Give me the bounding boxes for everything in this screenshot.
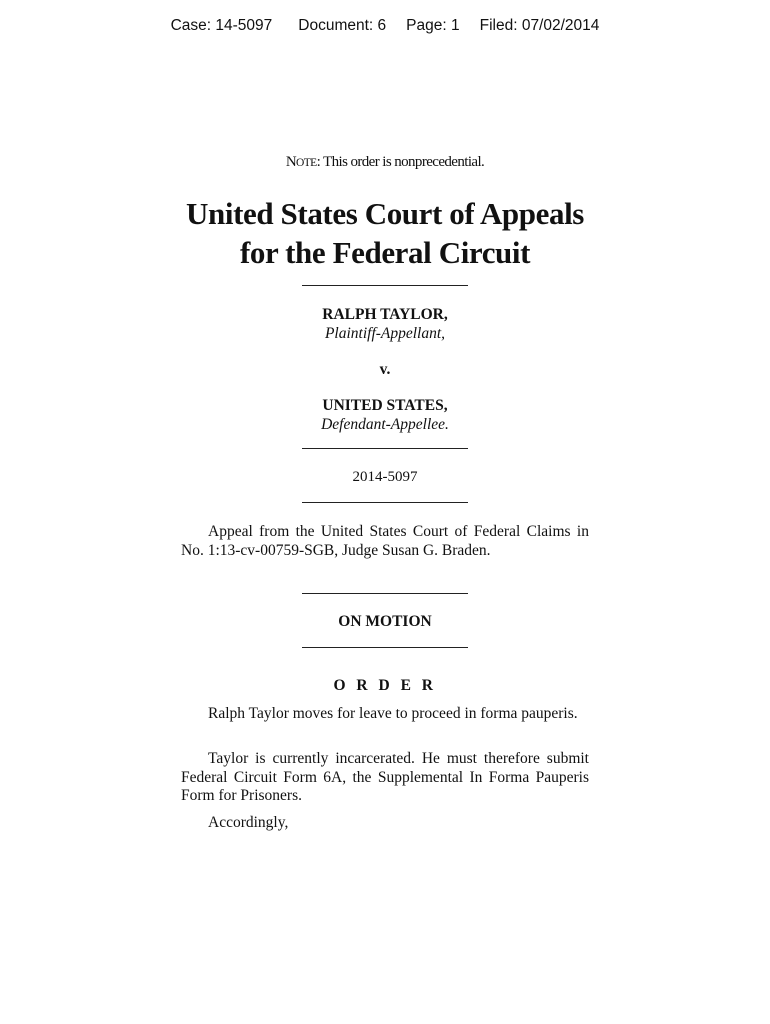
order-paragraph: Ralph Taylor moves for leave to proceed in forma pauperis. xyxy=(208,705,578,722)
versus: v. xyxy=(379,361,391,378)
docket-number: 2014-5097 xyxy=(352,469,418,485)
divider xyxy=(302,502,468,503)
defendant-name: UNITED STATES, xyxy=(322,397,448,414)
plaintiff-role: Plaintiff-Appellant, xyxy=(324,325,446,342)
plaintiff-name: RALPH TAYLOR, xyxy=(322,306,448,323)
order-heading: O R D E R xyxy=(333,677,437,694)
appeal-paragraph: Appeal from the United States Court of Federal Claims in No. 1:13-cv-00759-SGB, Judge Susan G. Braden. xyxy=(181,523,589,559)
divider xyxy=(302,448,468,449)
note-text: : This order is nonprecedential. xyxy=(316,154,485,170)
order-paragraph: Taylor is currently incarcerated. He must therefore submit Federal Circuit Form 6A, the Supplemental In Forma Pauperis Form for Prisoners. xyxy=(181,750,589,804)
nonprecedential-note xyxy=(0,154,770,171)
divider xyxy=(302,593,468,594)
order-paragraph: Accordingly, xyxy=(208,814,289,831)
defendant-block xyxy=(0,396,770,434)
plaintiff-block xyxy=(0,305,770,343)
page-number: Page: 1 xyxy=(406,17,460,34)
defendant-role: Defendant-Appellee. xyxy=(321,416,449,433)
court-title-line1: United States Court of Appeals xyxy=(186,196,584,231)
divider xyxy=(302,647,468,648)
on-motion-heading: ON MOTION xyxy=(338,613,432,630)
filed-date: Filed: 07/02/2014 xyxy=(479,17,600,34)
note-label: NOTE xyxy=(285,154,317,170)
court-title xyxy=(0,194,770,272)
court-title-line2: for the Federal Circuit xyxy=(239,235,531,270)
document-number: Document: 6 xyxy=(298,17,387,34)
divider xyxy=(302,285,468,286)
case-number: Case: 14-5097 xyxy=(170,17,273,34)
case-header xyxy=(0,17,770,35)
